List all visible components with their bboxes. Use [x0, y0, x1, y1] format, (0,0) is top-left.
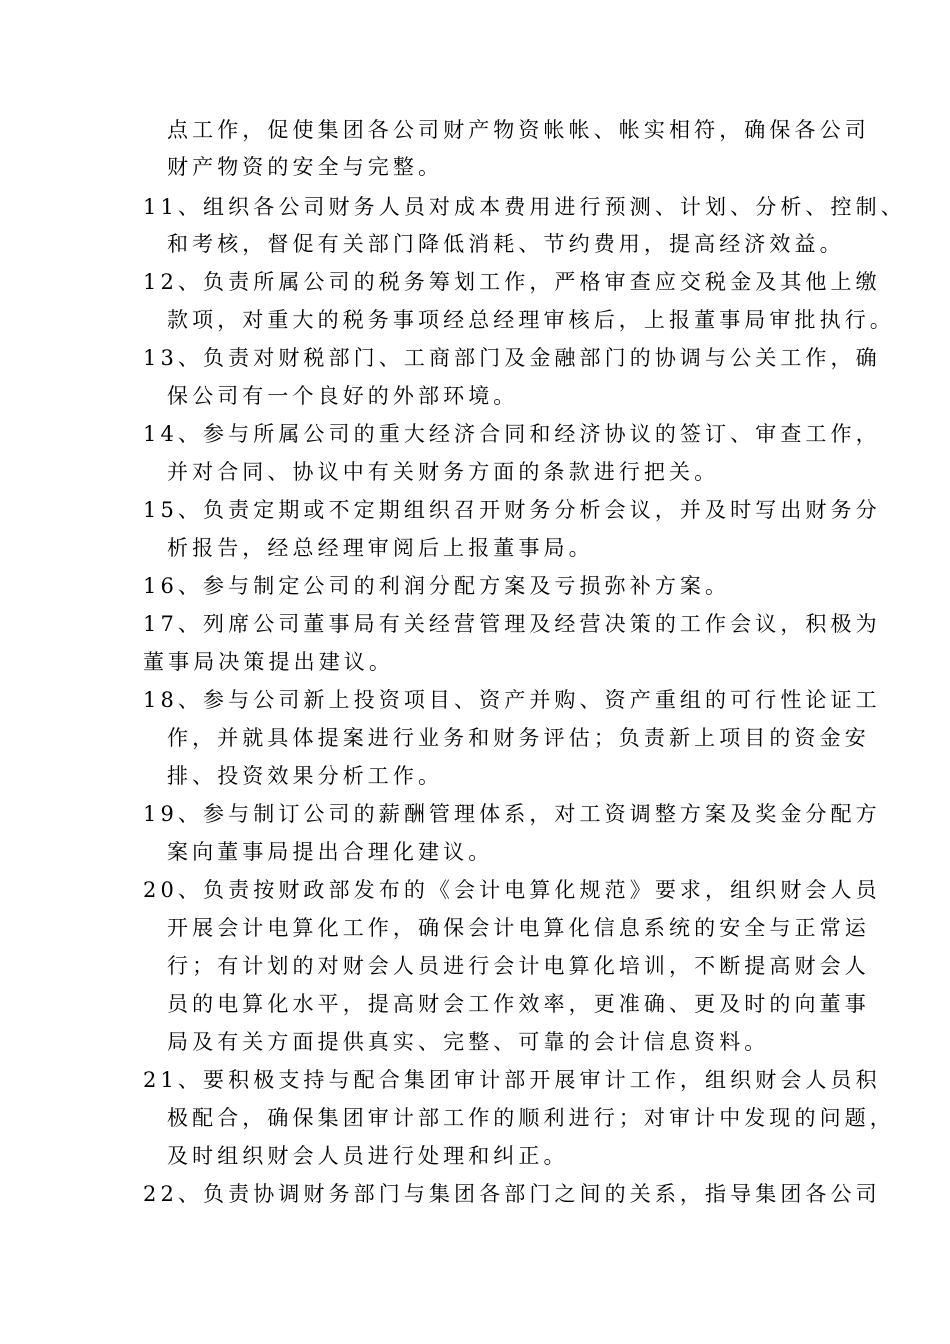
- text-line: 开展会计电算化工作，确保会计电算化信息系统的安全与正常运: [167, 916, 870, 940]
- text-line: 并对合同、协议中有关财务方面的条款进行把关。: [167, 460, 720, 484]
- item-12-line: 12、负责所属公司的税务筹划工作，严格审查应交税金及其他上缴: [143, 270, 881, 294]
- text-line: 作，并就具体提案进行业务和财务评估；负责新上项目的资金安: [167, 726, 870, 750]
- item-15-line: 15、负责定期或不定期组织召开财务分析会议，并及时写出财务分: [143, 498, 881, 522]
- text-line: 案向董事局提出合理化建议。: [167, 840, 494, 864]
- item-17-line: 17、列席公司董事局有关经营管理及经营决策的工作会议，积极为: [143, 612, 881, 636]
- text-line: 局及有关方面提供真实、完整、可靠的会计信息资料。: [167, 1030, 770, 1054]
- text-line: 款项，对重大的税务事项经总经理审核后，上报董事局审批执行。: [167, 308, 895, 332]
- item-11-line: 11、组织各公司财务人员对成本费用进行预测、计划、分析、控制、: [143, 195, 906, 219]
- text-line: 极配合，确保集团审计部工作的顺利进行；对审计中发现的问题，: [167, 1106, 895, 1130]
- item-16-line: 16、参与制定公司的利润分配方案及亏损弥补方案。: [143, 574, 731, 598]
- text-line: 排、投资效果分析工作。: [167, 764, 444, 788]
- text-line: 及时组织财会人员进行处理和纠正。: [167, 1144, 569, 1168]
- item-14-line: 14、参与所属公司的重大经济合同和经济协议的签订、审查工作，: [143, 422, 881, 446]
- item-22-line: 22、负责协调财务部门与集团各部门之间的关系，指导集团各公司: [143, 1182, 881, 1206]
- text-line: 董事局决策提出建议。: [143, 650, 394, 674]
- item-21-line: 21、要积极支持与配合集团审计部开展审计工作，组织财会人员积: [143, 1068, 881, 1092]
- text-line: 和考核，督促有关部门降低消耗、节约费用，提高经济效益。: [167, 232, 845, 256]
- text-line: 行；有计划的对财会人员进行会计电算化培训，不断提高财会人: [167, 954, 870, 978]
- item-19-line: 19、参与制订公司的薪酬管理体系，对工资调整方案及奖金分配方: [143, 802, 881, 826]
- text-line: 保公司有一个良好的外部环境。: [167, 384, 519, 408]
- text-line: 财产物资的安全与完整。: [167, 155, 444, 179]
- item-20-line: 20、负责按财政部发布的《会计电算化规范》要求，组织财会人员: [143, 878, 881, 902]
- item-18-line: 18、参与公司新上投资项目、资产并购、资产重组的可行性论证工: [143, 688, 881, 712]
- text-line: 点工作，促使集团各公司财产物资帐帐、帐实相符，确保各公司: [167, 118, 870, 142]
- text-line: 员的电算化水平，提高财会工作效率，更准确、更及时的向董事: [167, 992, 870, 1016]
- text-line: 析报告，经总经理审阅后上报董事局。: [167, 536, 594, 560]
- item-13-line: 13、负责对财税部门、工商部门及金融部门的协调与公关工作，确: [143, 346, 881, 370]
